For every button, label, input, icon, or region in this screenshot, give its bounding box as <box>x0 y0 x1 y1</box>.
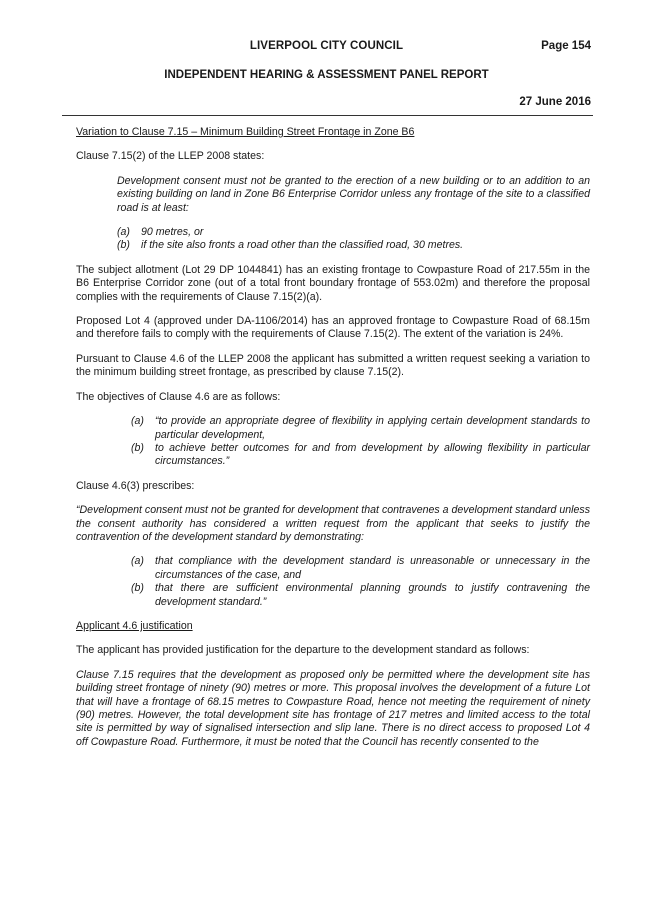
list-marker: (a) <box>117 226 130 239</box>
list-item <box>131 555 590 582</box>
council-name: LIVERPOOL CITY COUNCIL <box>249 40 404 52</box>
paragraph-clause-46: Pursuant to Clause 4.6 of the LLEP 2008 the applicant has submitted a written request seeking a variation to the minimum building street frontage, as prescribed by clause 7.15(2). <box>76 352 590 379</box>
list-item <box>131 582 590 609</box>
list-item <box>117 226 590 239</box>
section-heading-variation: Variation to Clause 7.15 – Minimum Building Street Frontage in Zone B6 <box>76 126 415 138</box>
header-divider <box>62 115 593 116</box>
list-item <box>117 239 590 252</box>
list-marker: (a) <box>131 415 144 428</box>
list-text: “to provide an appropriate degree of flexibility in applying certain development standards to particular development, <box>155 415 590 441</box>
list-text: to achieve better outcomes for and from development by allowing flexibility in particular circumstances.” <box>155 441 590 468</box>
list-item <box>131 442 590 469</box>
list-text: that there are sufficient environmental planning grounds to justify contravening the development standard.” <box>155 582 590 608</box>
document-body <box>76 126 590 749</box>
section-heading-justification: Applicant 4.6 justification <box>76 619 193 632</box>
quote-clause-715: Development consent must not be granted to the erection of a new building or to an addition to an existing building on land in Zone B6 Enterprise Corridor unless any frontage of the site to a classified road is at least: <box>117 174 590 214</box>
quote-clause-463: “Development consent must not be granted for development that contravenes a development standard unless the consent authority has considered a written request from the applicant that seeks to justify the contravention of the development standard by demonstrating: <box>76 504 590 543</box>
list-text: if the site also fronts a road other than the classified road, 30 metres. <box>141 239 464 252</box>
list-marker: (b) <box>131 582 144 595</box>
list-marker: (b) <box>117 239 130 252</box>
list-marker: (b) <box>131 441 144 454</box>
list-marker: (a) <box>131 555 144 568</box>
paragraph-subject-allotment: The subject allotment (Lot 29 DP 1044841) has an existing frontage to Cowpasture Road of 217.55m in the B6 Enterprise Corridor zone (out of a total front boundary frontage of 553.02m) and therefore the proposal complies with the requirements of Clause 7.15(2)(a). <box>76 263 590 303</box>
page-number: Page 154 <box>541 40 591 52</box>
list-item <box>131 415 590 442</box>
quote-applicant-justification: Clause 7.15 requires that the development as proposed only be permitted where the development site has building street frontage of ninety (90) metres or more. This proposal involves the development of a future Lot that will have a frontage of 68.15 metres to Cowpasture Road, hence not meeting the requirement of ninety (90) metres. However, the total development site has frontage of 217 metres and limited access to the total site is permitted by way of signalised intersection and slip lane. There is no direct access to proposed Lot 4 off Cowpasture Road. Furthermore, it must be noted that the Council has recently consented to the <box>76 668 590 748</box>
report-title: INDEPENDENT HEARING & ASSESSMENT PANEL REPORT <box>164 69 489 81</box>
paragraph-clause-715: Clause 7.15(2) of the LLEP 2008 states: <box>76 150 265 163</box>
report-date: 27 June 2016 <box>519 96 591 108</box>
list-text: 90 metres, or <box>141 226 204 239</box>
paragraph-clause-463: Clause 4.6(3) prescribes: <box>76 479 195 492</box>
paragraph-justification-intro: The applicant has provided justification for the departure to the development standard as follows: <box>76 644 530 657</box>
list-text: that compliance with the development standard is unreasonable or unnecessary in the circumstances of the case, and <box>155 555 590 581</box>
paragraph-proposed-lot: Proposed Lot 4 (approved under DA-1106/2014) has an approved frontage to Cowpasture Road of 68.15m and therefore fails to comply with the requirements of Clause 7.15(2). The extent of the variation is 24%. <box>76 315 590 341</box>
paragraph-objectives: The objectives of Clause 4.6 are as follows: <box>76 390 281 403</box>
